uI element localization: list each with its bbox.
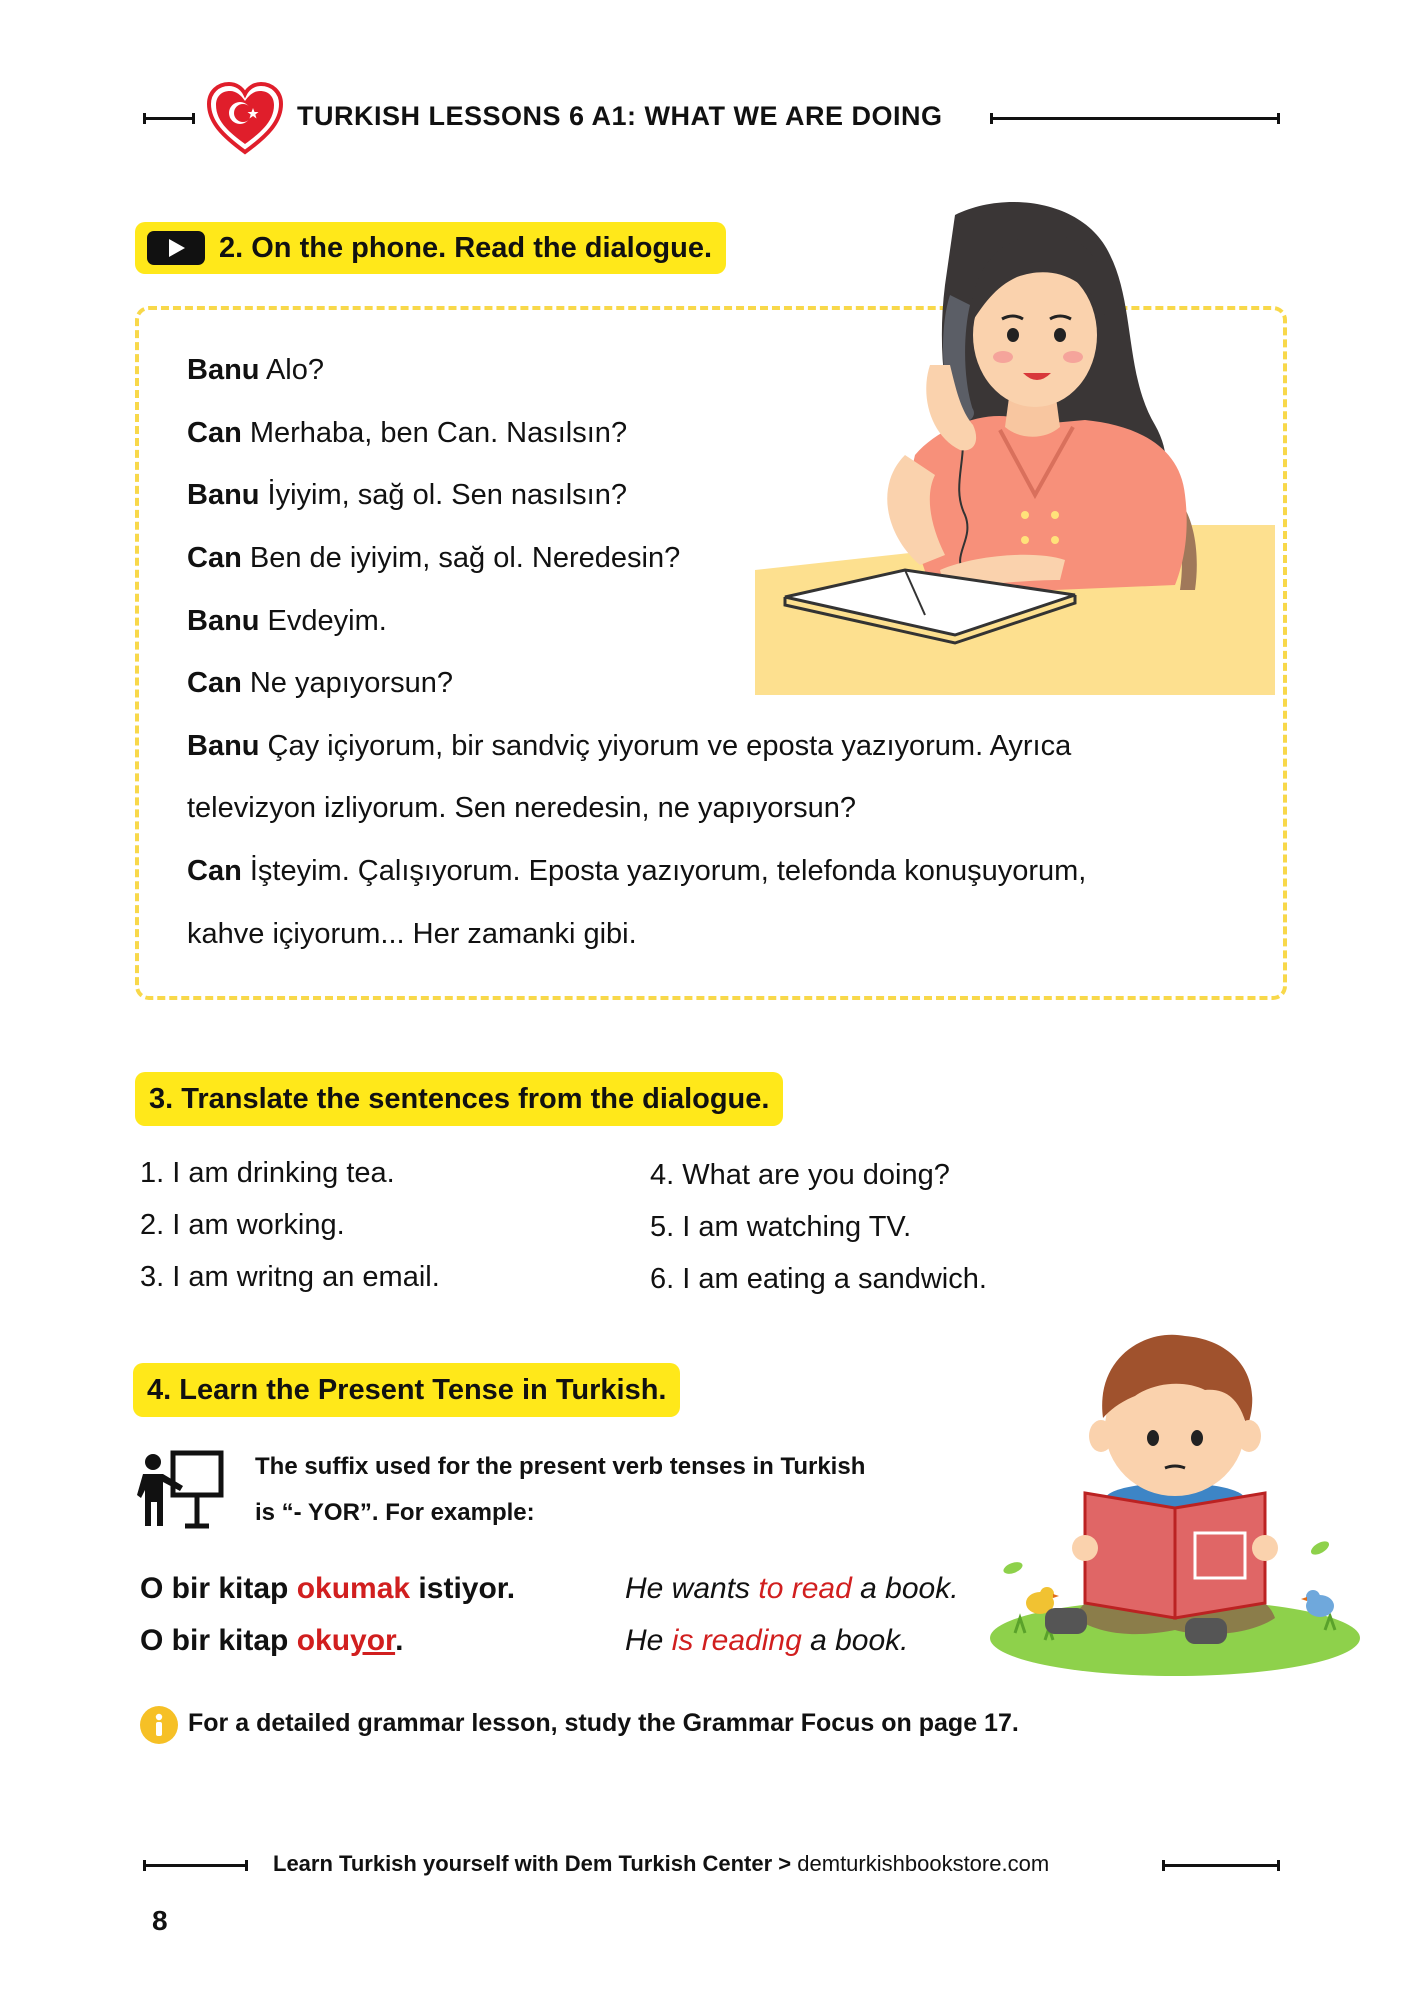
teacher-board-icon bbox=[135, 1450, 225, 1530]
dialogue-line bbox=[187, 605, 387, 638]
dialogue-line bbox=[187, 479, 627, 512]
example-2-en-post: a book. bbox=[801, 1624, 909, 1657]
footer-arrow: > bbox=[772, 1851, 798, 1876]
dialogue-line bbox=[187, 730, 1071, 763]
dialogue-line bbox=[187, 667, 453, 700]
grammar-reference-note: For a detailed grammar lesson, study the Grammar Focus on page 17. bbox=[188, 1709, 1019, 1737]
translate-item: 4. What are you doing? bbox=[650, 1159, 950, 1191]
dialogue-text: televizyon izliyorum. Sen neredesin, ne yapıyorsun? bbox=[187, 792, 856, 824]
dialogue-speaker: Banu bbox=[187, 730, 260, 762]
dialogue-text: kahve içiyorum... Her zamanki gibi. bbox=[187, 918, 637, 950]
example-1-pre: O bir kitap bbox=[140, 1572, 297, 1605]
footer-credit-text: Learn Turkish yourself with Dem Turkish Center bbox=[273, 1851, 773, 1876]
translate-item: 1. I am drinking tea. bbox=[140, 1157, 395, 1189]
dialogue-line bbox=[187, 918, 637, 951]
turkish-flag-heart-icon bbox=[205, 80, 285, 156]
dialogue-speaker: Can bbox=[187, 667, 242, 699]
section-3-title bbox=[135, 1072, 783, 1126]
dialogue-text: Evdeyim. bbox=[259, 605, 387, 637]
header-title: TURKISH LESSONS 6 A1: WHAT WE ARE DOING bbox=[297, 101, 943, 131]
dialogue-line bbox=[187, 792, 856, 825]
dialogue-line bbox=[187, 542, 680, 575]
footer-rule-right bbox=[1162, 1864, 1280, 1867]
translate-item: 2. I am working. bbox=[140, 1209, 345, 1241]
dialogue-speaker: Banu bbox=[187, 479, 260, 511]
example-2-turkish bbox=[140, 1624, 403, 1658]
grammar-note-line-2: is “- YOR”. For example: bbox=[255, 1499, 535, 1526]
page-number: 8 bbox=[152, 1905, 168, 1936]
dialogue-speaker: Banu bbox=[187, 354, 260, 386]
footer-credit bbox=[273, 1851, 1049, 1877]
translate-item: 5. I am watching TV. bbox=[650, 1211, 912, 1243]
dialogue-line bbox=[187, 855, 1086, 888]
grammar-note-line-1: The suffix used for the present verb tenses in Turkish bbox=[255, 1453, 866, 1480]
section-3-title-text: 3. Translate the sentences from the dialogue. bbox=[149, 1082, 770, 1115]
dialogue-speaker: Can bbox=[187, 417, 242, 449]
header-rule-right bbox=[990, 117, 1280, 120]
example-2-post: . bbox=[395, 1624, 404, 1657]
dialogue-speaker: Can bbox=[187, 855, 242, 887]
section-2-title-text: 2. On the phone. Read the dialogue. bbox=[219, 231, 713, 264]
section-2-title bbox=[135, 222, 726, 274]
dialogue-speaker: Banu bbox=[187, 605, 260, 637]
footer-rule-left bbox=[143, 1864, 248, 1867]
example-1-en-highlight: to read bbox=[758, 1572, 852, 1605]
dialogue-text: Ne yapıyorsun? bbox=[241, 667, 453, 699]
header-rule-left bbox=[143, 117, 195, 120]
example-1-post: istiyor. bbox=[410, 1572, 516, 1605]
dialogue-line bbox=[187, 354, 324, 387]
example-1-en-post: a book. bbox=[851, 1572, 959, 1605]
example-2-en-pre: He bbox=[625, 1624, 672, 1657]
example-2-pre: O bir kitap bbox=[140, 1624, 297, 1657]
example-2-english bbox=[625, 1624, 909, 1658]
example-2-stem: oku bbox=[296, 1624, 351, 1657]
section-4-title bbox=[133, 1363, 680, 1417]
grammar-note bbox=[255, 1444, 865, 1536]
dialogue-text: Ben de iyiyim, sağ ol. Neredesin? bbox=[241, 542, 681, 574]
dialogue-text: Çay içiyorum, bir sandviç yiyorum ve eposta yazıyorum. Ayrıca bbox=[259, 730, 1072, 762]
dialogue-text: İyiyim, sağ ol. Sen nasılsın? bbox=[259, 479, 627, 511]
example-1-highlight: okumak bbox=[296, 1572, 411, 1605]
dialogue-text: Alo? bbox=[259, 354, 324, 386]
footer-website-link[interactable]: demturkishbookstore.com bbox=[797, 1851, 1050, 1876]
dialogue-line bbox=[187, 417, 627, 450]
dialogue-text: Merhaba, ben Can. Nasılsın? bbox=[241, 417, 628, 449]
example-2-en-highlight: is reading bbox=[671, 1624, 802, 1657]
section-4-title-text: 4. Learn the Present Tense in Turkish. bbox=[147, 1373, 667, 1406]
translate-item: 6. I am eating a sandwich. bbox=[650, 1263, 987, 1295]
boy-reading-illustration bbox=[985, 1318, 1365, 1678]
info-icon bbox=[140, 1706, 178, 1744]
example-2-suffix: yor bbox=[350, 1624, 396, 1657]
translate-item: 3. I am writng an email. bbox=[140, 1261, 440, 1293]
dialogue-text: İşteyim. Çalışıyorum. Eposta yazıyorum, telefonda konuşuyorum, bbox=[241, 855, 1087, 887]
play-icon[interactable] bbox=[147, 231, 205, 265]
dialogue-speaker: Can bbox=[187, 542, 242, 574]
woman-on-phone-illustration bbox=[755, 195, 1275, 695]
example-1-en-pre: He wants bbox=[625, 1572, 759, 1605]
example-1-turkish bbox=[140, 1572, 515, 1606]
example-1-english bbox=[625, 1572, 959, 1606]
